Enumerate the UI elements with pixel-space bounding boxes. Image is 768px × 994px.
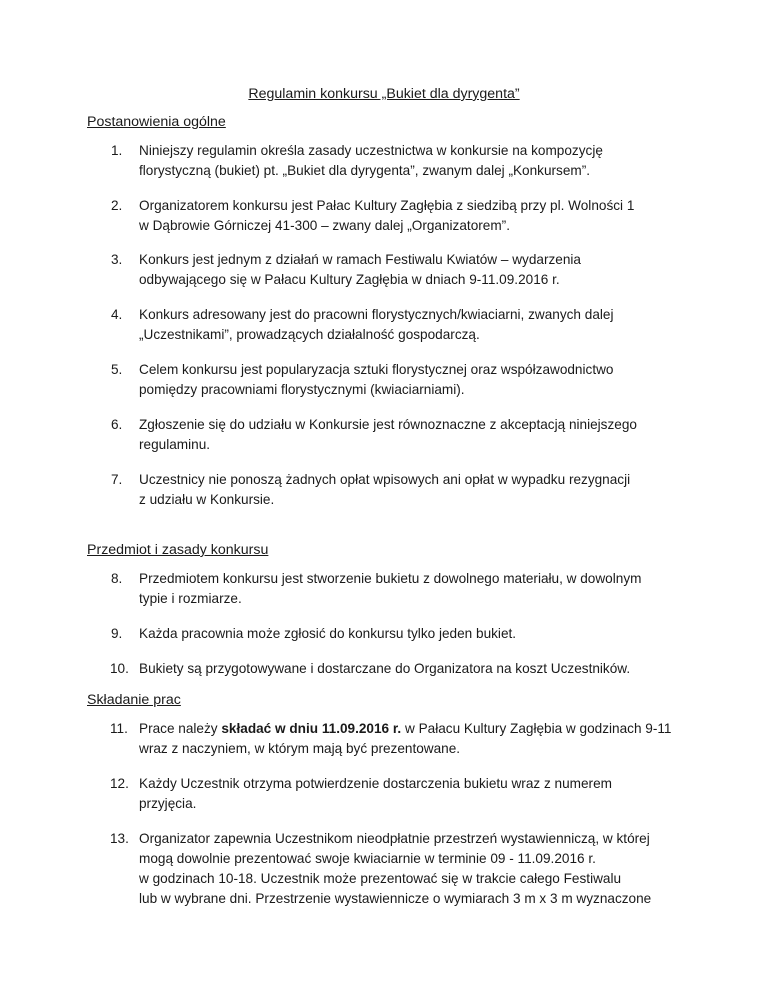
section-heading-general: Postanowienia ogólne	[87, 114, 226, 130]
item-number: 4.	[111, 307, 123, 322]
item-number: 6.	[111, 417, 123, 432]
list-item	[111, 360, 671, 400]
section-heading-subject: Przedmiot i zasady konkursu	[87, 542, 269, 558]
list-item	[111, 415, 671, 455]
item-number: 1.	[111, 143, 123, 158]
item-text: w Pałacu Kultury Zagłębia w godzinach 9-11	[401, 721, 672, 736]
item-line: Bukiety są przygotowywane i dostarczane do Organizatora na koszt Uczestników.	[139, 661, 631, 676]
submission-date-highlight: składać w dniu 11.09.2016 r.	[221, 721, 402, 736]
list-item	[111, 196, 671, 236]
item-number: 13.	[110, 831, 129, 846]
item-line	[139, 719, 671, 739]
item-number: 7.	[111, 472, 123, 487]
item-line: wraz z naczyniem, w którym mają być prezentowane.	[139, 741, 461, 756]
item-line: Organizatorem konkursu jest Pałac Kultury Zagłębia z siedzibą przy pl. Wolności 1	[139, 198, 635, 213]
item-number: 9.	[111, 626, 123, 641]
section-heading-submission: Składanie prac	[87, 692, 181, 708]
item-number: 12.	[110, 776, 129, 791]
item-line: odbywającego się w Pałacu Kultury Zagłębia w dniach 9-11.09.2016 r.	[139, 272, 560, 287]
item-line: Celem konkursu jest popularyzacja sztuki florystycznej oraz współzawodnictwo	[139, 362, 614, 377]
item-line: Uczestnicy nie ponoszą żadnych opłat wpisowych ani opłat w wypadku rezygnacji	[139, 472, 631, 487]
item-number: 2.	[111, 198, 123, 213]
item-number: 8.	[111, 571, 123, 586]
item-line: Każdy Uczestnik otrzyma potwierdzenie dostarczenia bukietu wraz z numerem	[139, 776, 612, 791]
item-line: w godzinach 10-18. Uczestnik może prezentować się w trakcie całego Festiwalu	[139, 871, 622, 886]
list-item	[111, 719, 671, 759]
list-item	[111, 774, 671, 814]
item-line: przyjęcia.	[139, 796, 197, 811]
item-line: Każda pracownia może zgłosić do konkursu tylko jeden bukiet.	[139, 626, 517, 641]
list-item	[111, 470, 671, 510]
item-line: Przedmiotem konkursu jest stworzenie bukietu z dowolnego materiału, w dowolnym	[139, 571, 642, 586]
item-line: w Dąbrowie Górniczej 41-300 – zwany dalej „Organizatorem”.	[139, 218, 510, 233]
item-line: regulaminu.	[139, 437, 211, 452]
item-line: Konkurs adresowany jest do pracowni florystycznych/kwiaciarni, zwanych dalej	[139, 307, 614, 322]
list-item	[111, 141, 671, 181]
item-number: 3.	[111, 252, 123, 267]
item-text: Prace należy	[139, 721, 222, 736]
item-line: Organizator zapewnia Uczestnikom nieodpłatnie przestrzeń wystawienniczą, w której	[139, 831, 650, 846]
list-item	[111, 305, 671, 345]
list-item	[111, 569, 671, 609]
item-number: 11.	[110, 721, 128, 736]
item-line: Konkurs jest jednym z działań w ramach Festiwalu Kwiatów – wydarzenia	[139, 252, 581, 267]
item-line: „Uczestnikami”, prowadzących działalność gospodarczą.	[139, 327, 480, 342]
list-item	[111, 659, 671, 679]
item-line: lub w wybrane dni. Przestrzenie wystawiennicze o wymiarach 3 m x 3 m wyznaczone	[139, 891, 652, 906]
item-number: 10.	[110, 661, 129, 676]
document-title: Regulamin konkursu „Bukiet dla dyrygenta”	[248, 86, 520, 102]
item-line: typie i rozmiarze.	[139, 591, 242, 606]
item-line: pomiędzy pracowniami florystycznymi (kwiaciarniami).	[139, 382, 465, 397]
item-line: mogą dowolnie prezentować swoje kwiaciarnie w terminie 09 - 11.09.2016 r.	[139, 851, 596, 866]
item-line: Zgłoszenie się do udziału w Konkursie jest równoznaczne z akceptacją niniejszego	[139, 417, 637, 432]
item-line: Niniejszy regulamin określa zasady uczestnictwa w konkursie na kompozycję	[139, 143, 603, 158]
list-item	[111, 624, 671, 644]
item-number: 5.	[111, 362, 123, 377]
list-item	[111, 829, 671, 909]
list-item	[111, 250, 671, 290]
item-line: florystyczną (bukiet) pt. „Bukiet dla dyrygenta”, zwanym dalej „Konkursem”.	[139, 163, 591, 178]
item-line: z udziału w Konkursie.	[139, 492, 275, 507]
